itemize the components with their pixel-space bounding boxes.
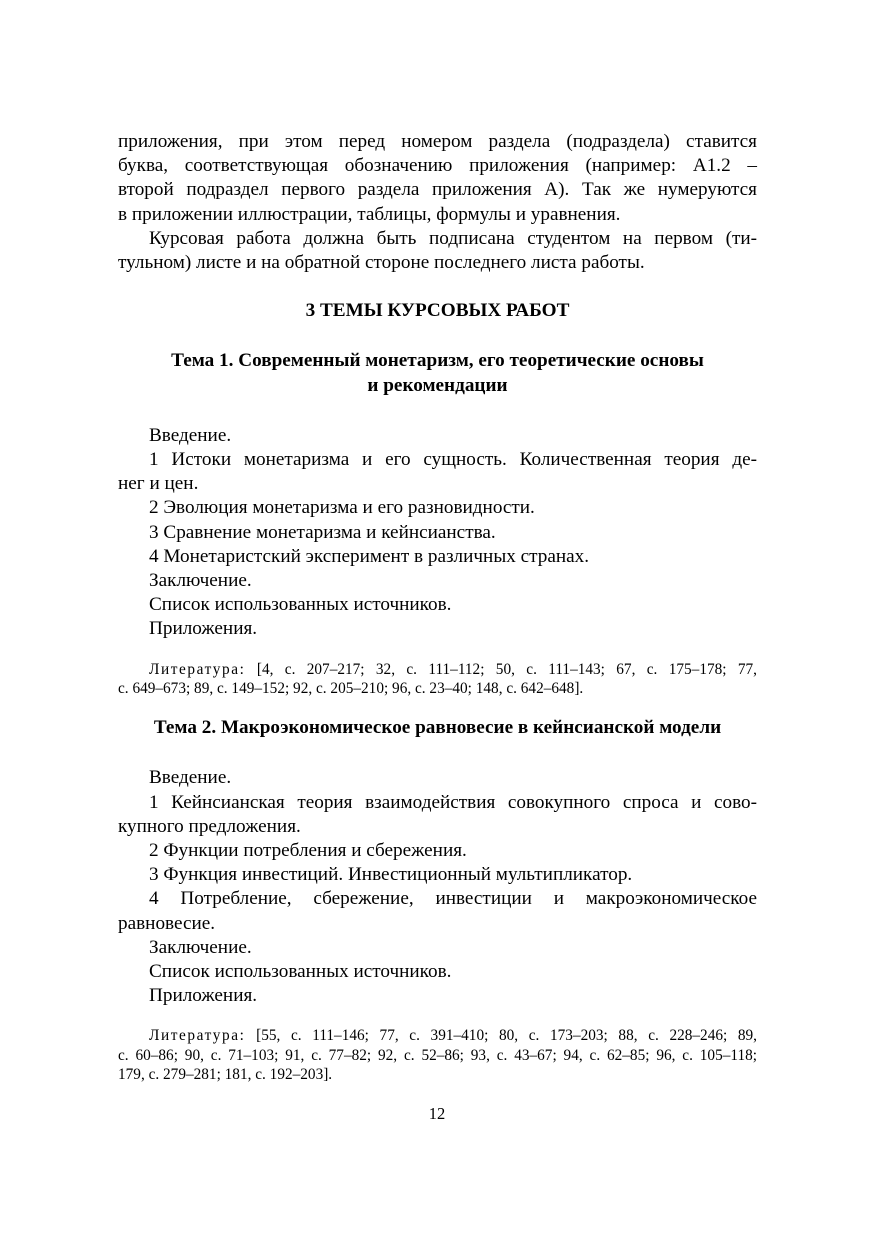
outline-appendices: Приложения.	[149, 985, 258, 1007]
text-line: в приложении иллюстрации, таблицы, формулы и уравнения.	[118, 203, 621, 225]
literature-label: Литература:	[149, 1027, 246, 1045]
topic-1-literature	[118, 660, 757, 699]
outline-conclusion: Заключение.	[149, 570, 252, 592]
outline-appendices: Приложения.	[149, 618, 258, 640]
outline-intro: Введение.	[149, 424, 232, 446]
text-line: тульном) листе и на обратной стороне последнего листа работы.	[118, 252, 645, 274]
literature-line: с. 60–86; 90, с. 71–103; 91, с. 77–82; 92, с. 52–86; 93, с. 43–67; 94, с. 62–85; 96, с. 105–118;	[118, 1046, 757, 1064]
title-line: и рекомендации	[367, 374, 508, 396]
title-line: Тема 2. Макроэкономическое равновесие в кейнсианской модели	[153, 717, 722, 739]
outline-item-1: 1 Кейнсианская теория взаимодействия совокупного спроса и сово-	[149, 791, 757, 813]
literature-line	[118, 1026, 757, 1045]
literature-line: с. 649–673; 89, с. 149–152; 92, с. 205–210; 96, с. 23–40; 148, с. 642–648].	[118, 679, 584, 697]
outline-item-1-cont: нег и цен.	[118, 473, 199, 495]
outline-item-4: 4 Монетаристский эксперимент в различных странах.	[149, 545, 590, 567]
intro-paragraph-2	[118, 227, 757, 275]
outline-item-2: 2 Функции потребления и сбережения.	[149, 840, 467, 862]
outline-item-3: 3 Функция инвестиций. Инвестиционный мультипликатор.	[149, 864, 633, 886]
literature-line	[118, 660, 757, 679]
topic-2-outline	[118, 766, 757, 1008]
literature-line: 179, с. 279–281; 181, с. 192–203].	[118, 1066, 333, 1084]
document-page	[118, 130, 757, 1084]
outline-intro: Введение.	[149, 767, 232, 789]
text-line: буква, соответствующая обозначению приложения (например: А1.2 –	[118, 155, 757, 177]
text-line: второй подраздел первого раздела приложения А). Так же нумеруются	[118, 179, 757, 201]
intro-paragraph-1	[118, 130, 757, 227]
outline-sources: Список использованных источников.	[149, 961, 452, 983]
section-title: 3 ТЕМЫ КУРСОВЫХ РАБОТ	[305, 300, 570, 322]
outline-item-1-cont: купного предложения.	[118, 815, 301, 837]
outline-conclusion: Заключение.	[149, 936, 252, 958]
topic-1-title	[118, 349, 757, 397]
literature-refs: [4, с. 207–217; 32, с. 111–112; 50, с. 111–143; 67, с. 175–178; 77,	[245, 660, 757, 678]
topic-1	[118, 349, 757, 698]
outline-item-2: 2 Эволюция монетаризма и его разновидности.	[149, 497, 535, 519]
outline-sources: Список использованных источников.	[149, 594, 452, 616]
topic-2-literature	[118, 1026, 757, 1084]
literature-label: Литература:	[149, 660, 246, 678]
text-line: Курсовая работа должна быть подписана студентом на первом (ти-	[149, 227, 757, 249]
topic-1-outline	[118, 424, 757, 642]
outline-item-1: 1 Истоки монетаризма и его сущность. Количественная теория де-	[149, 449, 757, 471]
outline-item-4-cont: равновесие.	[118, 912, 216, 934]
outline-item-4: 4 Потребление, сбережение, инвестиции и макроэкономическое	[149, 888, 757, 910]
title-line: Тема 1. Современный монетаризм, его теоретические основы	[171, 350, 704, 372]
topic-2-title	[118, 716, 757, 740]
literature-refs: [55, с. 111–146; 77, с. 391–410; 80, с. 173–203; 88, с. 228–246; 89,	[245, 1027, 757, 1045]
page-number: 12	[428, 1104, 446, 1123]
outline-item-3: 3 Сравнение монетаризма и кейнсианства.	[149, 521, 496, 543]
topic-2	[118, 716, 757, 1084]
text-line: приложения, при этом перед номером раздела (подраздела) ставится	[118, 131, 757, 152]
